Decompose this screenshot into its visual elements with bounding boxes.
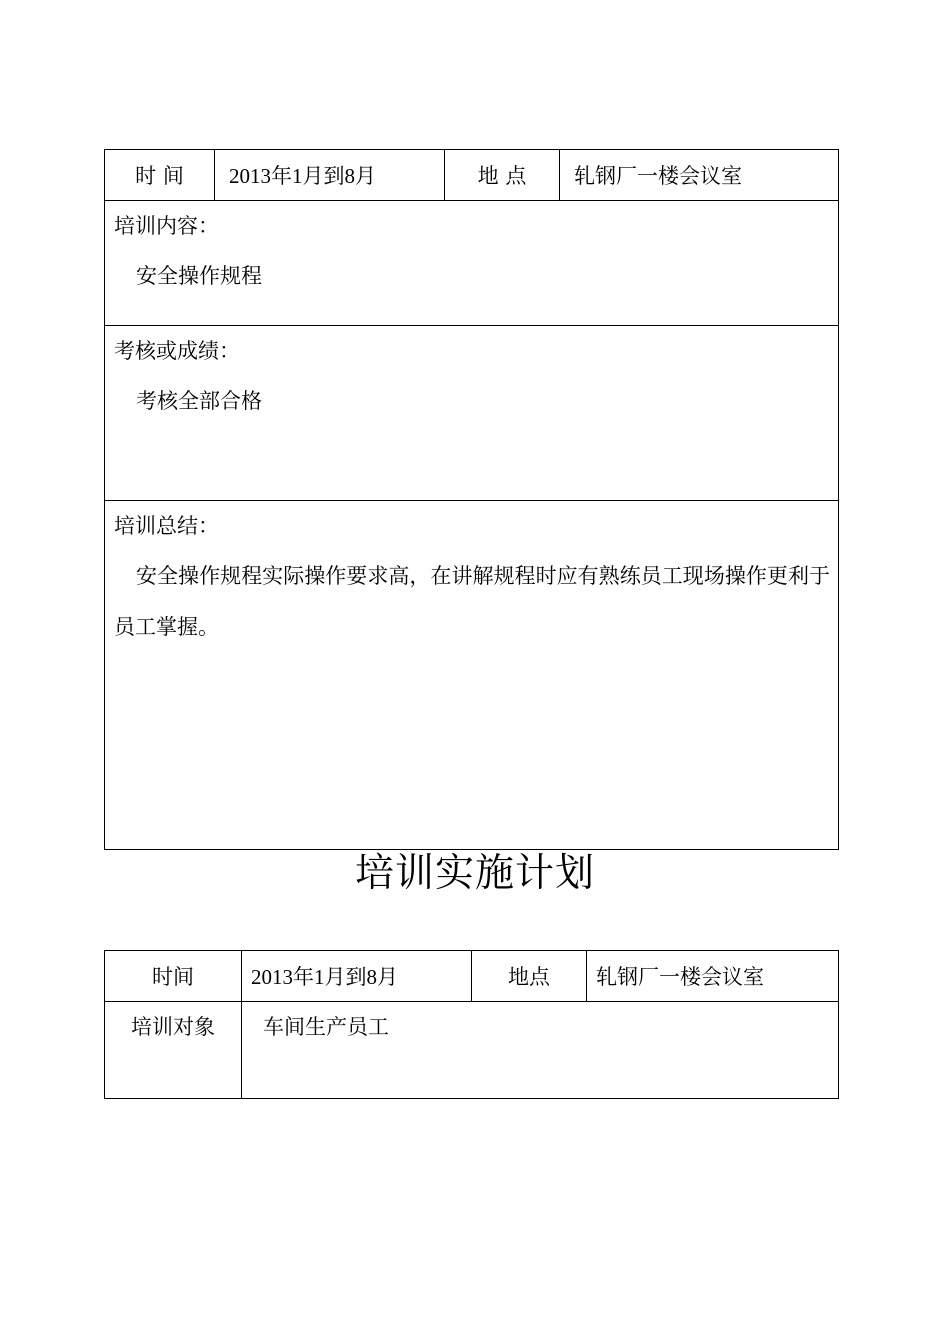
plan-heading: 培训实施计划 <box>354 851 595 896</box>
plan-place-label: 地点 <box>472 951 587 1002</box>
plan-time-label: 时间 <box>105 951 242 1002</box>
assessment-cell <box>105 326 839 501</box>
training-content-cell <box>105 201 839 326</box>
time-label: 时 间 <box>105 150 215 201</box>
summary-cell <box>105 501 839 850</box>
assessment-title: 考核或成绩： <box>114 339 240 363</box>
target-value: 车间生产员工 <box>242 1002 839 1099</box>
summary-title: 培训总结： <box>114 514 219 538</box>
target-label: 培训对象 <box>105 1002 242 1099</box>
summary-body: 安全操作规程实际操作要求高，在讲解规程时应有熟练员工现场操作更利于员工掌握。 <box>114 564 830 639</box>
plan-time-value: 2013年1月到8月 <box>242 951 472 1002</box>
place-value: 轧钢厂一楼会议室 <box>560 150 839 201</box>
plan-place-value: 轧钢厂一楼会议室 <box>587 951 839 1002</box>
place-label: 地 点 <box>445 150 560 201</box>
time-value: 2013年1月到8月 <box>215 150 445 201</box>
training-content-body: 安全操作规程 <box>136 264 262 288</box>
assessment-body: 考核全部合格 <box>136 389 262 413</box>
training-content-title: 培训内容： <box>114 214 219 238</box>
training-record-table <box>104 149 839 850</box>
training-plan-table <box>104 950 839 1099</box>
